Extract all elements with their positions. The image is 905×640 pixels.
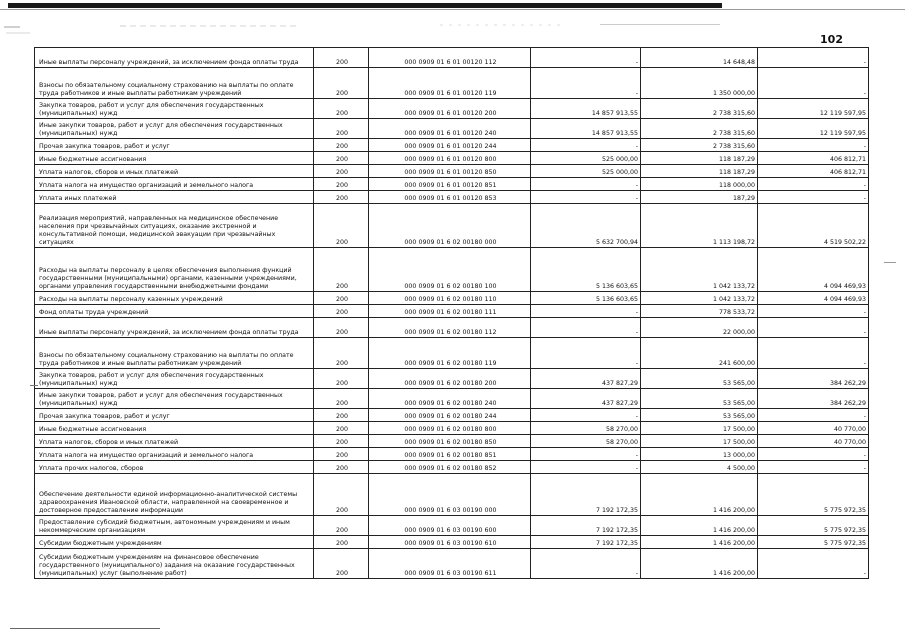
page-number: 102 <box>820 33 843 46</box>
row-approved-cell: 58 270,00 <box>531 422 641 435</box>
row-code-cell: 200 <box>314 99 369 119</box>
row-name-cell: Обеспечение деятельности единой информационно-аналитической системы здравоохранения Ивановской области, направленной на своевременное и достоверное предоставление информации <box>35 474 314 516</box>
row-kbk-cell: 000 0909 01 6 02 00180 000 <box>369 204 531 248</box>
row-executed-cell: 241 600,00 <box>641 338 758 369</box>
row-executed-cell: 2 738 315,60 <box>641 139 758 152</box>
row-name-cell: Прочая закупка товаров, работ и услуг <box>35 139 314 152</box>
row-code-cell: 200 <box>314 48 369 68</box>
scan-bottom-line <box>10 628 160 629</box>
table-row <box>35 549 869 579</box>
row-approved-cell: 7 192 172,35 <box>531 516 641 536</box>
row-name-cell: Иные бюджетные ассигнования <box>35 422 314 435</box>
row-executed-cell: 1 416 200,00 <box>641 516 758 536</box>
row-executed-cell: 118 187,29 <box>641 165 758 178</box>
row-unexecuted-cell: 406 812,71 <box>758 152 869 165</box>
row-code-cell: 200 <box>314 318 369 338</box>
row-code-cell: 200 <box>314 191 369 204</box>
row-approved-cell: - <box>531 178 641 191</box>
row-kbk-cell: 000 0909 01 6 03 00190 610 <box>369 536 531 549</box>
row-unexecuted-cell: - <box>758 48 869 68</box>
table-row <box>35 191 869 204</box>
row-kbk-cell: 000 0909 01 6 02 00180 100 <box>369 248 531 292</box>
row-name-cell: Расходы на выплаты персоналу в целях обеспечения выполнения функций государственными (муниципальными) органами, казенными учреждениями, органами управления государственными внебюджетными фондами <box>35 248 314 292</box>
table-row <box>35 119 869 139</box>
row-approved-cell: 5 136 603,65 <box>531 248 641 292</box>
row-approved-cell: - <box>531 68 641 99</box>
row-approved-cell: 7 192 172,35 <box>531 474 641 516</box>
row-name-cell: Субсидии бюджетным учреждениям на финансовое обеспечение государственного (муниципального) задания на оказание государственных (муниципальных) услуг (выполнение работ) <box>35 549 314 579</box>
row-kbk-cell: 000 0909 01 6 02 00180 244 <box>369 409 531 422</box>
row-code-cell: 200 <box>314 461 369 474</box>
row-approved-cell: - <box>531 448 641 461</box>
row-code-cell: 200 <box>314 305 369 318</box>
table-row <box>35 461 869 474</box>
row-name-cell: Иные закупки товаров, работ и услуг для обеспечения государственных (муниципальных) нужд <box>35 119 314 139</box>
row-unexecuted-cell: - <box>758 461 869 474</box>
row-unexecuted-cell: 40 770,00 <box>758 422 869 435</box>
row-code-cell: 200 <box>314 292 369 305</box>
row-code-cell: 200 <box>314 435 369 448</box>
row-kbk-cell: 000 0909 01 6 03 00190 600 <box>369 516 531 536</box>
row-approved-cell: 14 857 913,55 <box>531 119 641 139</box>
row-name-cell: Уплата иных платежей <box>35 191 314 204</box>
table-row <box>35 516 869 536</box>
row-unexecuted-cell: - <box>758 178 869 191</box>
row-executed-cell: 118 187,29 <box>641 152 758 165</box>
scan-artifact-dashes <box>0 24 905 34</box>
row-unexecuted-cell: - <box>758 409 869 422</box>
scan-side-mark <box>30 385 38 386</box>
row-approved-cell: - <box>531 191 641 204</box>
table-row <box>35 165 869 178</box>
row-executed-cell: 118 000,00 <box>641 178 758 191</box>
row-kbk-cell: 000 0909 01 6 01 00120 119 <box>369 68 531 99</box>
table-row <box>35 435 869 448</box>
row-unexecuted-cell: 4 094 469,93 <box>758 292 869 305</box>
row-approved-cell: - <box>531 139 641 152</box>
row-executed-cell: 778 533,72 <box>641 305 758 318</box>
row-approved-cell: 5 136 603,65 <box>531 292 641 305</box>
row-name-cell: Субсидии бюджетным учреждениям <box>35 536 314 549</box>
row-approved-cell: 5 632 700,94 <box>531 204 641 248</box>
row-kbk-cell: 000 0909 01 6 02 00180 851 <box>369 448 531 461</box>
row-executed-cell: 22 000,00 <box>641 318 758 338</box>
row-approved-cell: - <box>531 461 641 474</box>
row-executed-cell: 1 416 200,00 <box>641 474 758 516</box>
row-unexecuted-cell: 12 119 597,95 <box>758 119 869 139</box>
table-body <box>35 48 869 579</box>
row-kbk-cell: 000 0909 01 6 01 00120 800 <box>369 152 531 165</box>
row-code-cell: 200 <box>314 448 369 461</box>
row-code-cell: 200 <box>314 178 369 191</box>
table-row <box>35 68 869 99</box>
row-code-cell: 200 <box>314 422 369 435</box>
row-name-cell: Закупка товаров, работ и услуг для обеспечения государственных (муниципальных) нужд <box>35 99 314 119</box>
row-kbk-cell: 000 0909 01 6 01 00120 853 <box>369 191 531 204</box>
row-name-cell: Уплата налога на имущество организаций и земельного налога <box>35 178 314 191</box>
row-code-cell: 200 <box>314 119 369 139</box>
table-row <box>35 536 869 549</box>
row-unexecuted-cell: - <box>758 305 869 318</box>
row-unexecuted-cell: 12 119 597,95 <box>758 99 869 119</box>
row-code-cell: 200 <box>314 549 369 579</box>
row-name-cell: Уплата налогов, сборов и иных платежей <box>35 435 314 448</box>
row-kbk-cell: 000 0909 01 6 02 00180 200 <box>369 369 531 389</box>
row-name-cell: Прочая закупка товаров, работ и услуг <box>35 409 314 422</box>
row-code-cell: 200 <box>314 152 369 165</box>
row-code-cell: 200 <box>314 409 369 422</box>
row-executed-cell: 187,29 <box>641 191 758 204</box>
table-row <box>35 318 869 338</box>
row-name-cell: Расходы на выплаты персоналу казенных учреждений <box>35 292 314 305</box>
row-executed-cell: 1 416 200,00 <box>641 536 758 549</box>
row-name-cell: Взносы по обязательному социальному страхованию на выплаты по оплате труда работников и иные выплаты работникам учреждений <box>35 68 314 99</box>
row-unexecuted-cell: - <box>758 338 869 369</box>
table-row <box>35 369 869 389</box>
row-kbk-cell: 000 0909 01 6 03 00190 611 <box>369 549 531 579</box>
row-executed-cell: 2 738 315,60 <box>641 99 758 119</box>
row-unexecuted-cell: 384 262,29 <box>758 389 869 409</box>
row-approved-cell: 437 827,29 <box>531 369 641 389</box>
row-code-cell: 200 <box>314 165 369 178</box>
row-kbk-cell: 000 0909 01 6 01 00120 244 <box>369 139 531 152</box>
row-executed-cell: 17 500,00 <box>641 435 758 448</box>
row-unexecuted-cell: 5 775 972,35 <box>758 516 869 536</box>
table-row <box>35 178 869 191</box>
row-kbk-cell: 000 0909 01 6 01 00120 112 <box>369 48 531 68</box>
row-name-cell: Уплата налогов, сборов и иных платежей <box>35 165 314 178</box>
row-kbk-cell: 000 0909 01 6 02 00180 111 <box>369 305 531 318</box>
row-unexecuted-cell: - <box>758 139 869 152</box>
table-row <box>35 248 869 292</box>
row-approved-cell: 7 192 172,35 <box>531 536 641 549</box>
row-kbk-cell: 000 0909 01 6 02 00180 800 <box>369 422 531 435</box>
row-approved-cell: 437 827,29 <box>531 389 641 409</box>
row-unexecuted-cell: 4 094 469,93 <box>758 248 869 292</box>
row-code-cell: 200 <box>314 68 369 99</box>
row-approved-cell: 525 000,00 <box>531 165 641 178</box>
row-executed-cell: 4 500,00 <box>641 461 758 474</box>
row-executed-cell: 1 416 200,00 <box>641 549 758 579</box>
row-approved-cell: 525 000,00 <box>531 152 641 165</box>
row-code-cell: 200 <box>314 474 369 516</box>
row-approved-cell: - <box>531 549 641 579</box>
row-unexecuted-cell: - <box>758 68 869 99</box>
row-name-cell: Иные бюджетные ассигнования <box>35 152 314 165</box>
row-unexecuted-cell: 40 770,00 <box>758 435 869 448</box>
row-unexecuted-cell: - <box>758 549 869 579</box>
row-kbk-cell: 000 0909 01 6 02 00180 110 <box>369 292 531 305</box>
row-name-cell: Фонд оплаты труда учреждений <box>35 305 314 318</box>
row-approved-cell: - <box>531 338 641 369</box>
row-kbk-cell: 000 0909 01 6 02 00180 852 <box>369 461 531 474</box>
row-code-cell: 200 <box>314 204 369 248</box>
row-kbk-cell: 000 0909 01 6 02 00180 119 <box>369 338 531 369</box>
row-code-cell: 200 <box>314 389 369 409</box>
row-code-cell: 200 <box>314 338 369 369</box>
row-name-cell: Взносы по обязательному социальному страхованию на выплаты по оплате труда работников и иные выплаты работникам учреждений <box>35 338 314 369</box>
row-approved-cell: - <box>531 48 641 68</box>
row-unexecuted-cell: - <box>758 191 869 204</box>
row-executed-cell: 1 113 198,72 <box>641 204 758 248</box>
row-executed-cell: 14 648,48 <box>641 48 758 68</box>
row-name-cell: Уплата прочих налогов, сборов <box>35 461 314 474</box>
row-executed-cell: 17 500,00 <box>641 422 758 435</box>
table-row <box>35 422 869 435</box>
row-executed-cell: 1 042 133,72 <box>641 248 758 292</box>
row-unexecuted-cell: 5 775 972,35 <box>758 536 869 549</box>
row-executed-cell: 1 042 133,72 <box>641 292 758 305</box>
row-executed-cell: 13 000,00 <box>641 448 758 461</box>
table-row <box>35 389 869 409</box>
row-kbk-cell: 000 0909 01 6 02 00180 240 <box>369 389 531 409</box>
row-approved-cell: 14 857 913,55 <box>531 99 641 119</box>
table-row <box>35 448 869 461</box>
table-row <box>35 305 869 318</box>
row-code-cell: 200 <box>314 516 369 536</box>
row-name-cell: Уплата налога на имущество организаций и земельного налога <box>35 448 314 461</box>
row-name-cell: Иные закупки товаров, работ и услуг для обеспечения государственных (муниципальных) нужд <box>35 389 314 409</box>
table-row <box>35 474 869 516</box>
row-kbk-cell: 000 0909 01 6 02 00180 112 <box>369 318 531 338</box>
row-code-cell: 200 <box>314 139 369 152</box>
table-row <box>35 99 869 119</box>
row-kbk-cell: 000 0909 01 6 01 00120 851 <box>369 178 531 191</box>
row-unexecuted-cell: 5 775 972,35 <box>758 474 869 516</box>
table-row <box>35 409 869 422</box>
row-kbk-cell: 000 0909 01 6 02 00180 850 <box>369 435 531 448</box>
budget-execution-table <box>34 47 869 579</box>
row-approved-cell: 58 270,00 <box>531 435 641 448</box>
scan-side-mark <box>884 262 896 263</box>
table-row <box>35 338 869 369</box>
row-unexecuted-cell: - <box>758 318 869 338</box>
row-code-cell: 200 <box>314 536 369 549</box>
row-code-cell: 200 <box>314 248 369 292</box>
row-name-cell: Предоставление субсидий бюджетным, автономным учреждениям и иным некоммерческим организациям <box>35 516 314 536</box>
row-name-cell: Иные выплаты персоналу учреждений, за исключением фонда оплаты труда <box>35 48 314 68</box>
row-executed-cell: 53 565,00 <box>641 369 758 389</box>
scan-top-line <box>0 9 905 10</box>
row-unexecuted-cell: 384 262,29 <box>758 369 869 389</box>
row-approved-cell: - <box>531 305 641 318</box>
row-code-cell: 200 <box>314 369 369 389</box>
row-unexecuted-cell: 406 812,71 <box>758 165 869 178</box>
row-executed-cell: 53 565,00 <box>641 409 758 422</box>
row-unexecuted-cell: - <box>758 448 869 461</box>
row-kbk-cell: 000 0909 01 6 01 00120 240 <box>369 119 531 139</box>
table-row <box>35 152 869 165</box>
table-row <box>35 292 869 305</box>
row-executed-cell: 2 738 315,60 <box>641 119 758 139</box>
table-row <box>35 48 869 68</box>
row-executed-cell: 1 350 000,00 <box>641 68 758 99</box>
row-name-cell: Закупка товаров, работ и услуг для обеспечения государственных (муниципальных) нужд <box>35 369 314 389</box>
row-kbk-cell: 000 0909 01 6 03 00190 000 <box>369 474 531 516</box>
table-row <box>35 139 869 152</box>
row-name-cell: Иные выплаты персоналу учреждений, за исключением фонда оплаты труда <box>35 318 314 338</box>
row-kbk-cell: 000 0909 01 6 01 00120 850 <box>369 165 531 178</box>
row-kbk-cell: 000 0909 01 6 01 00120 200 <box>369 99 531 119</box>
row-approved-cell: - <box>531 318 641 338</box>
scan-top-border <box>8 3 722 8</box>
row-unexecuted-cell: 4 519 502,22 <box>758 204 869 248</box>
row-approved-cell: - <box>531 409 641 422</box>
row-name-cell: Реализация мероприятий, направленных на медицинское обеспечение населения при чрезвычайных ситуациях, оказание экстренной и консультативной помощи, медицинской эвакуации при чрезвычайных ситуациях <box>35 204 314 248</box>
row-executed-cell: 53 565,00 <box>641 389 758 409</box>
table-row <box>35 204 869 248</box>
